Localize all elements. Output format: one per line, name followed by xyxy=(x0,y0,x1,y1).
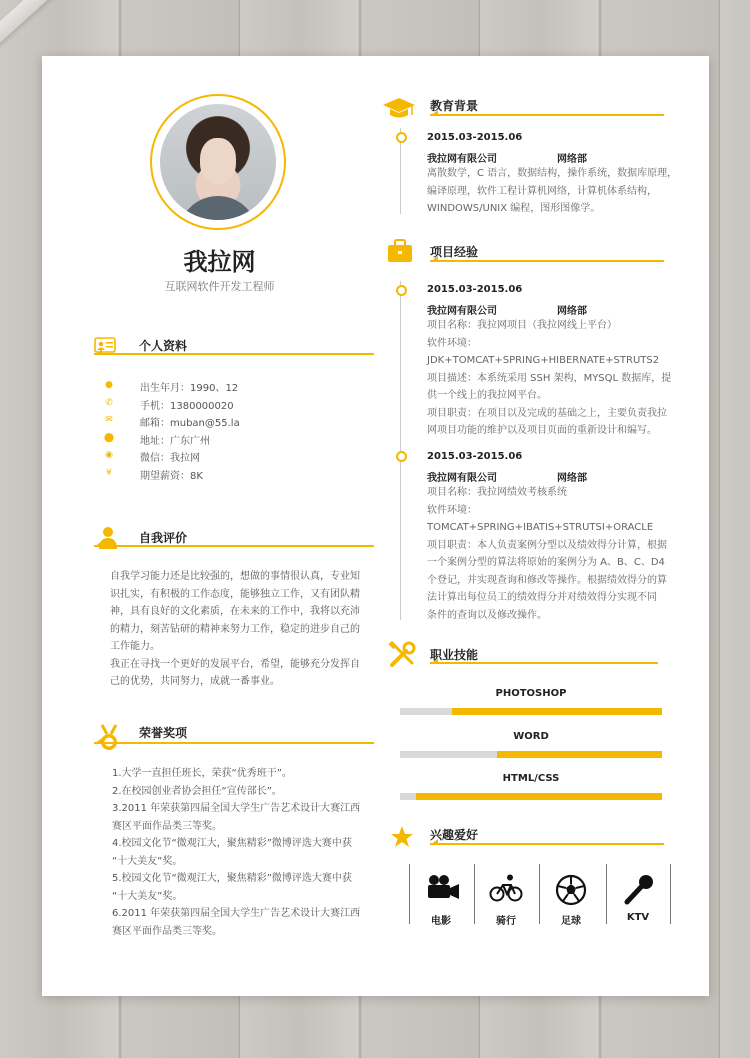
personal-info-text: 邮箱：muban@55.la xyxy=(140,418,240,430)
project-line: 软件环境： xyxy=(427,337,477,349)
self-eval-line: 我正在寻找一个更好的发展平台，希望，能够充分发挥自 xyxy=(110,658,360,670)
mail-icon: ✉ xyxy=(105,415,113,426)
location-icon: ⬤ xyxy=(104,432,115,443)
section-title-personal: 个人资料 xyxy=(139,339,188,353)
project-line: 供一个线上的我拉网平台。 xyxy=(427,390,547,401)
education-line: 编译原理，软件工程计算机网络，计算机体系结构， xyxy=(427,185,657,197)
section-divider xyxy=(94,353,374,355)
personal-info-text: 出生年月：1990、12 xyxy=(140,383,239,394)
education-description xyxy=(427,165,677,218)
skill-name: WORD xyxy=(513,731,549,742)
project-line: 项目职责：本人负责案例分型以及绩效得分计算，根据 xyxy=(427,539,667,551)
hobby-label: KTV xyxy=(626,912,650,923)
project-dept: 网络部 xyxy=(557,473,587,484)
project-line: 项目名称：我拉网绩效考核系统 xyxy=(427,487,567,498)
job-title: 互联网软件开发工程师 xyxy=(164,280,275,293)
honor-line: 赛区平面作品类三等奖。 xyxy=(112,925,222,937)
tools-icon xyxy=(388,641,416,669)
timeline-dot xyxy=(396,132,407,143)
section-title-projects: 项目经验 xyxy=(430,245,479,259)
project-description xyxy=(427,484,682,624)
section-title-skills: 职业技能 xyxy=(430,648,479,662)
section-divider xyxy=(430,114,664,116)
hobby-label: 足球 xyxy=(561,916,581,927)
section-divider xyxy=(94,742,374,744)
honor-line: “十大美友”奖。 xyxy=(112,890,183,902)
section-title-self-eval: 自我评价 xyxy=(139,531,188,545)
section-title-honors: 荣誉奖项 xyxy=(139,726,188,740)
honor-line: 赛区平面作品类三等奖。 xyxy=(112,820,222,832)
hobby-label: 骑行 xyxy=(496,916,516,927)
project-description xyxy=(427,317,682,440)
project-line: 项目职责：在项目以及完成的基础之上，主要负责我拉 xyxy=(427,407,667,419)
project-line: 网项目功能的维护以及项目页面的重新设计和编写。 xyxy=(427,425,657,436)
section-divider xyxy=(94,545,374,547)
phone-icon: ✆ xyxy=(105,397,113,408)
honor-line: 4.校园文化节“微观江大，聚焦精彩”微博评选大赛中获 xyxy=(112,838,352,849)
star-icon xyxy=(390,825,414,848)
skill-bar xyxy=(400,751,662,758)
self-eval-line: 的精力，刻苦钻研的精神来努力工作，稳定的进步自己的 xyxy=(110,623,360,635)
section-divider xyxy=(430,260,664,262)
personal-info-text: 期望薪资：8K xyxy=(140,471,203,482)
personal-info-text: 微信：我拉网 xyxy=(140,453,200,465)
section-title-education: 教育背景 xyxy=(430,99,479,113)
honor-line: 6.2011 年荣获第四届全国大学生广告艺术设计大赛江西 xyxy=(112,908,361,919)
project-line: 项目描述：本系统采用 SSH 架构，MYSQL 数据库，提 xyxy=(427,372,672,384)
resume-page xyxy=(42,56,709,996)
honor-line: 2.在校园创业者协会担任“宣传部长”。 xyxy=(112,785,282,797)
skill-bar xyxy=(400,793,662,800)
project-date: 2015.03-2015.06 xyxy=(427,451,523,462)
project-line: JDK+TOMCAT+SPRING+HIBERNATE+STRUTS2 xyxy=(427,355,660,366)
project-company: 我拉网有限公司 xyxy=(427,306,497,317)
project-line: 软件环境： xyxy=(427,504,477,516)
education-school: 我拉网有限公司 xyxy=(427,154,497,165)
self-eval-line: 识扎实，有积极的工作态度，能够独立工作，又有团队精 xyxy=(110,588,360,600)
honors-list xyxy=(112,765,382,940)
honor-line: “十大美友”奖。 xyxy=(112,855,183,867)
timeline-dot xyxy=(396,285,407,296)
section-divider xyxy=(430,662,658,664)
project-date: 2015.03-2015.06 xyxy=(427,284,523,295)
education-dept: 网络部 xyxy=(557,154,587,165)
personal-info-text: 地址：广东广州 xyxy=(140,435,210,447)
skill-bar xyxy=(400,708,662,715)
honor-line: 3.2011 年荣获第四届全国大学生广告艺术设计大赛江西 xyxy=(112,803,361,814)
bicycle-icon xyxy=(489,874,523,902)
section-divider xyxy=(430,843,664,845)
project-line: 法计算出每位员工的绩效得分并对绩效得分实现不同 xyxy=(427,592,657,603)
graduation-cap-icon xyxy=(382,96,416,122)
person-icon: ● xyxy=(105,380,113,390)
person-name: 我拉网 xyxy=(183,248,256,276)
wechat-icon: ◉ xyxy=(105,450,113,461)
project-company: 我拉网有限公司 xyxy=(427,473,497,484)
honor-line: 1.大学一直担任班长，荣获“优秀班干”。 xyxy=(112,768,292,779)
project-line: 一个案例分型的算法将原始的案例分为 A、B、C、D4 xyxy=(427,557,665,568)
portrait-photo xyxy=(160,104,276,220)
education-line: WINDOWS/UNIX 编程，图形图像学。 xyxy=(427,203,601,214)
skill-name: PHOTOSHOP xyxy=(495,688,567,699)
skill-bar-fill xyxy=(497,751,662,758)
skill-bar-fill xyxy=(452,708,662,715)
project-line: TOMCAT+SPRING+IBATIS+STRUTSI+ORACLE xyxy=(427,522,654,533)
project-dept: 网络部 xyxy=(557,306,587,317)
soccer-ball-icon xyxy=(555,874,587,906)
self-eval-line: 神，具有良好的文化素质，在未来的工作中，我将以充沛 xyxy=(110,606,360,617)
self-eval-line: 己的优势，共同努力，成就一番事业。 xyxy=(110,676,280,687)
camera-icon xyxy=(426,874,460,902)
salary-icon: ¥ xyxy=(106,468,112,478)
project-line: 个登记，并实现查询和修改等操作。根据绩效得分的算 xyxy=(427,574,667,586)
education-date: 2015.03-2015.06 xyxy=(427,132,523,143)
project-line: 项目名称：我拉网项目（我拉网线上平台） xyxy=(427,320,617,331)
self-eval-line: 自我学习能力还是比较强的，想做的事情很认真，专业知 xyxy=(110,571,360,582)
avatar xyxy=(150,94,286,230)
hobby-label: 电影 xyxy=(431,916,451,927)
education-line: 离散数学，C 语言，数据结构，操作系统，数据库原理， xyxy=(427,168,678,179)
briefcase-icon xyxy=(387,239,413,263)
personal-info-text: 手机：1380000020 xyxy=(140,400,234,412)
self-evaluation-text xyxy=(110,568,380,691)
honor-line: 5.校园文化节“微观江大，聚焦精彩”微博评选大赛中获 xyxy=(112,873,352,884)
timeline-dot xyxy=(396,451,407,462)
microphone-icon xyxy=(623,874,655,906)
project-line: 条件的查询以及修改操作。 xyxy=(427,609,547,621)
self-eval-line: 工作能力。 xyxy=(110,641,160,652)
skill-bar-fill xyxy=(416,793,662,800)
section-title-hobbies: 兴趣爱好 xyxy=(430,828,479,842)
skill-name: HTML/CSS xyxy=(502,773,560,784)
